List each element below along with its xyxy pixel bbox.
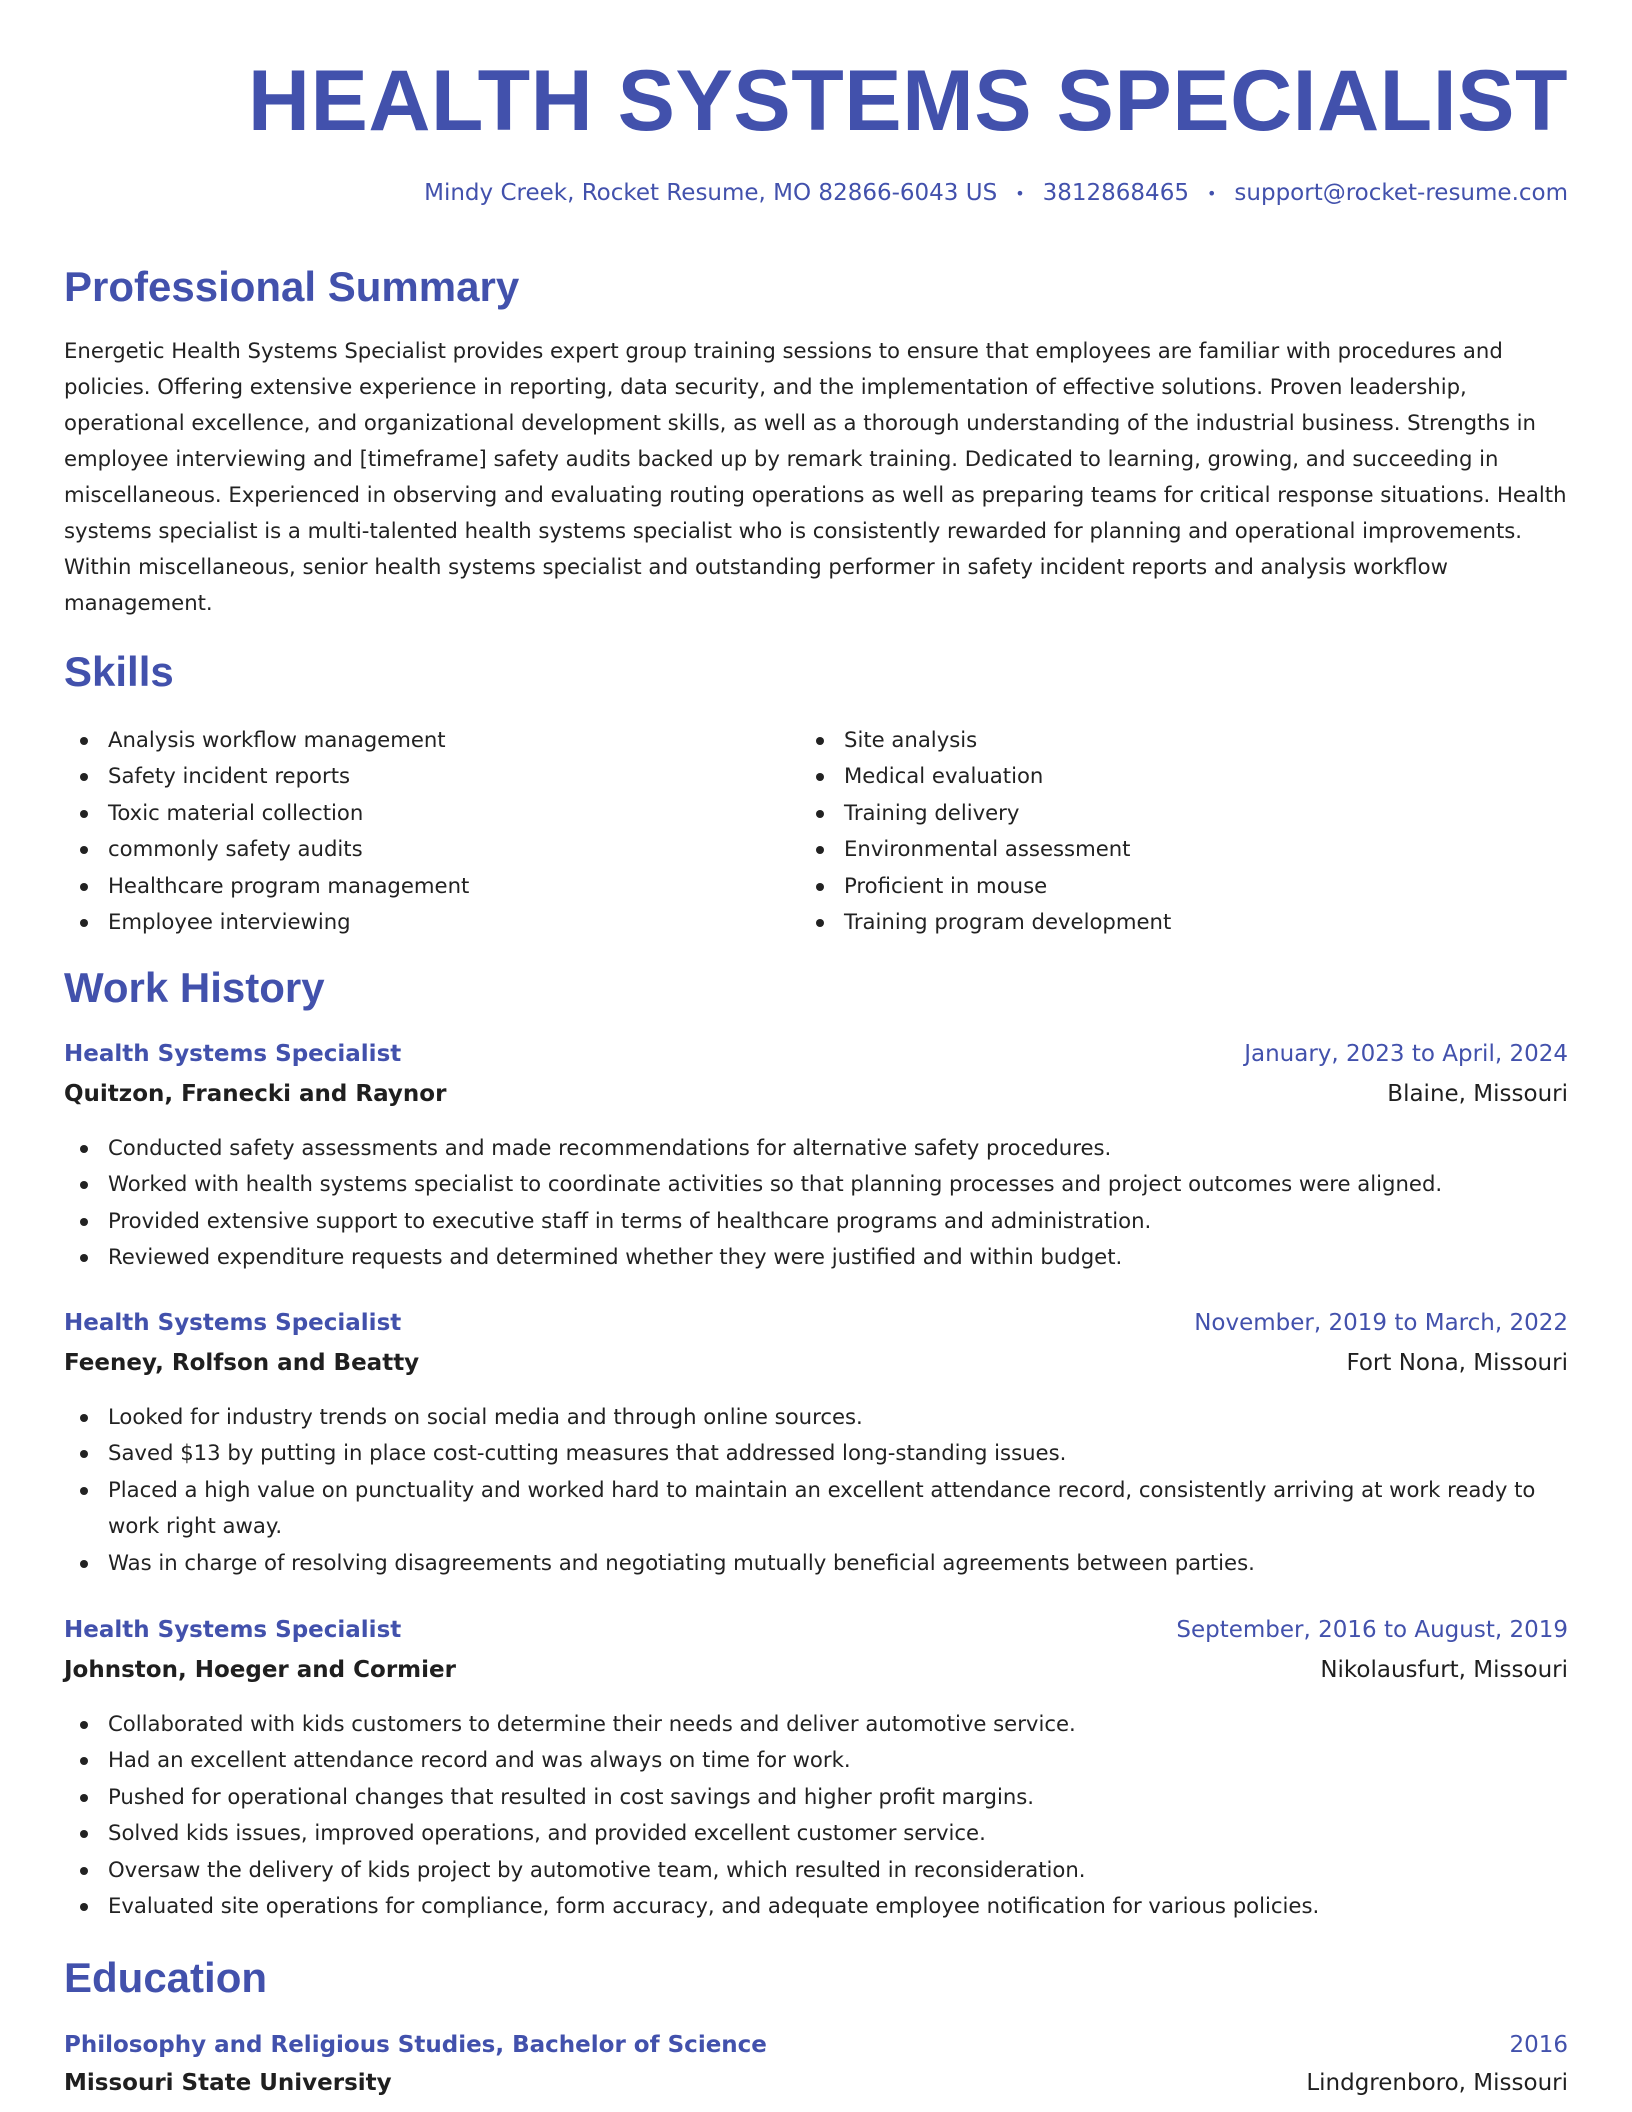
education-header [64,2028,1568,2062]
job-bullet: Evaluated site operations for compliance, form accuracy, and adequate employee notification for various policies. [64,1888,1568,1924]
job-bullet: Conducted safety assessments and made recommendations for alternative safety procedures. [64,1130,1568,1166]
job-company-row [64,1077,1568,1111]
contact-address: Mindy Creek, Rocket Resume, MO 82866-6043 US [424,180,998,206]
job-bullet: Saved $13 by putting in place cost-cutting measures that addressed long-standing issues. [64,1435,1568,1471]
job-bullet: Oversaw the delivery of kids project by automotive team, which resulted in reconsideration. [64,1852,1568,1888]
skill-item: Employee interviewing [64,904,469,940]
contact-separator: • [1206,183,1217,203]
job-dates: November, 2019 to March, 2022 [1194,1310,1568,1336]
skill-item: commonly safety audits [64,831,469,867]
skills-heading: Skills [64,648,174,695]
education-year: 2016 [1509,2032,1568,2058]
resume-page [64,0,1568,2112]
skill-item: Training program development [800,904,1171,940]
job-dates: September, 2016 to August, 2019 [1176,1617,1568,1643]
job-dates: January, 2023 to April, 2024 [1244,1041,1568,1067]
job-company: Johnston, Hoeger and Cormier [64,1657,456,1683]
education-degree: Philosophy and Religious Studies, Bachelor of Science [64,2032,767,2058]
skills-list-right [800,722,1171,940]
education-school-row [64,2066,1568,2100]
job-company-row [64,1346,1568,1380]
contact-line [424,180,1568,206]
skill-item: Site analysis [800,722,1171,758]
job-header [64,1306,1568,1340]
resume-name: HEALTH SYSTEMS SPECIALIST [247,53,1568,149]
skill-item: Toxic material collection [64,795,469,831]
summary-heading: Professional Summary [64,263,520,310]
education-school: Missouri State University [64,2070,392,2096]
contact-email: support@rocket-resume.com [1234,180,1568,206]
job-bullet: Placed a high value on punctuality and worked hard to maintain an excellent attendance record, consistently arriving at work ready to work right away. [64,1472,1568,1545]
skill-item: Proficient in mouse [800,868,1171,904]
job-title: Health Systems Specialist [64,1310,402,1336]
summary-text: Energetic Health Systems Specialist provides expert group training sessions to ensure that employees are familiar with procedures and policies. Offering extensive experience in reporting, data security, and the implementation of effective solutions. Proven leadership, operational excellence, and organizational development skills, as well as a thorough understanding of the industrial business. Strengths in employee interviewing and [timeframe] safety audits backed up by remark training. Dedicated to learning, growing, and succeeding in miscellaneous. Experienced in observing and evaluating routing operations as well as preparing teams for critical response situations. Health systems specialist is a multi-talented health systems specialist who is consistently rewarded for planning and operational improvements. Within miscellaneous, senior health systems specialist and outstanding performer in safety incident reports and analysis workflow management. [64,338,1567,615]
job-bullet: Pushed for operational changes that resulted in cost savings and higher profit margins. [64,1779,1568,1815]
education-heading: Education [64,1954,268,2001]
skill-item: Healthcare program management [64,868,469,904]
job-bullets [64,1130,1568,1276]
skill-item: Environmental assessment [800,831,1171,867]
job-location: Blaine, Missouri [1387,1081,1568,1107]
job-bullet: Looked for industry trends on social media and through online sources. [64,1399,1568,1435]
skill-item: Medical evaluation [800,758,1171,794]
job-title: Health Systems Specialist [64,1617,402,1643]
education-location: Lindgrenboro, Missouri [1306,2070,1568,2096]
skill-item: Training delivery [800,795,1171,831]
skill-item: Safety incident reports [64,758,469,794]
job-company: Feeney, Rolfson and Beatty [64,1350,420,1376]
job-company: Quitzon, Franecki and Raynor [64,1081,447,1107]
job-location: Fort Nona, Missouri [1346,1350,1568,1376]
job-bullets [64,1399,1568,1581]
job-header [64,1613,1568,1647]
job-bullet: Worked with health systems specialist to coordinate activities so that planning processes and project outcomes were aligned. [64,1166,1568,1202]
job-header [64,1037,1568,1071]
job-bullet: Had an excellent attendance record and was always on time for work. [64,1742,1568,1778]
job-bullet: Provided extensive support to executive staff in terms of healthcare programs and administration. [64,1203,1568,1239]
work-heading: Work History [64,964,325,1011]
skill-item: Analysis workflow management [64,722,469,758]
job-title: Health Systems Specialist [64,1041,402,1067]
job-bullet: Reviewed expenditure requests and determined whether they were justified and within budget. [64,1239,1568,1275]
job-bullet: Collaborated with kids customers to determine their needs and deliver automotive service. [64,1706,1568,1742]
job-location: Nikolausfurt, Missouri [1320,1657,1568,1683]
contact-separator: • [1015,183,1025,203]
job-company-row [64,1653,1568,1687]
job-bullets [64,1706,1568,1924]
skills-list-left [64,722,469,940]
contact-phone: 3812868465 [1042,180,1189,206]
job-bullet: Was in charge of resolving disagreements and negotiating mutually beneficial agreements between parties. [64,1545,1568,1581]
job-bullet: Solved kids issues, improved operations, and provided excellent customer service. [64,1815,1568,1851]
